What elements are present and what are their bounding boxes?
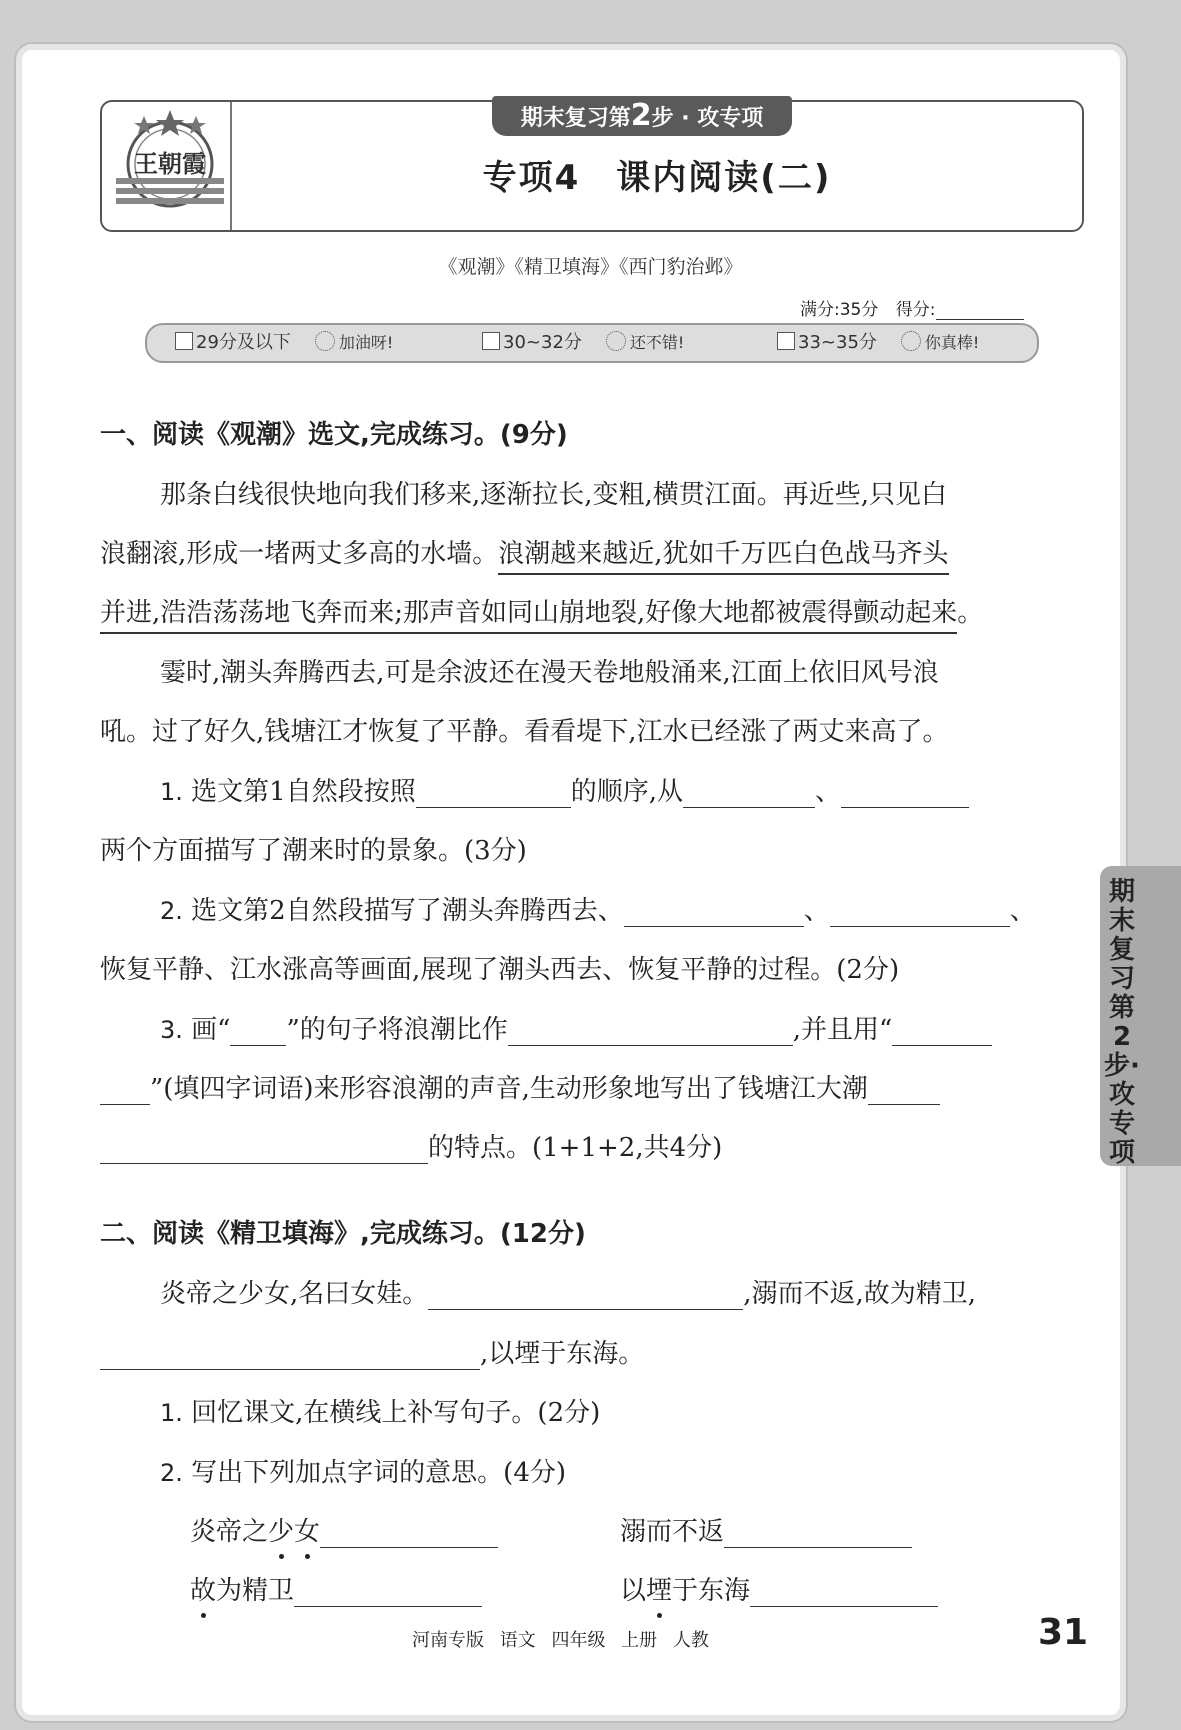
question-number: 1. [160,778,183,806]
rating-bar [145,323,1039,363]
question-number: 3. [160,1016,183,1044]
step-banner [492,96,792,136]
passage-line: 霎时,潮头奔腾西去,可是余波还在漫天卷地般涌来,江面上依旧风号浪 [160,658,939,688]
passage-line: 吼。过了好久,钱塘江才恢复了平静。看看堤下,江水已经涨了两丈来高了。 [100,717,949,747]
step-prefix: 期末复习第 [520,106,631,131]
question-text: ,并且用“ [792,1015,893,1045]
question-text: 的特点。(1+1+2,共4分) [428,1133,723,1163]
answer-blank[interactable] [750,1580,938,1607]
passage-line [100,592,1080,629]
question-number: 1. [160,1399,183,1427]
dotted-char: 堙 [646,1576,673,1606]
section1-title: 一、阅读《观潮》选文,完成练习。(9分) [100,420,568,450]
question-2 [160,1452,1080,1489]
question-text: 、 [814,777,841,807]
question-text: ”(填四字词语)来形容浪潮的声音,生动形象地写出了钱塘江大潮 [150,1074,868,1104]
word-text: 于东海 [672,1576,751,1606]
answer-blank[interactable] [724,1521,912,1548]
logo-text: 王朝霞 [134,149,206,178]
step-number: 2 [630,98,652,133]
question-1-cont: 两个方面描写了潮来时的景象。(3分) [100,836,527,866]
rating-range: 33~35分 [798,332,877,353]
rating-message: 你真棒! [924,333,980,352]
page-number: 31 [1038,1612,1089,1653]
rating-option-high [777,328,979,358]
smiley-icon [901,331,921,351]
answer-blank[interactable] [830,900,1010,927]
question-number: 2. [160,1459,183,1487]
section2-title: 二、阅读《精卫填海》,完成练习。(12分) [100,1219,586,1249]
rating-checkbox[interactable] [175,332,193,350]
dotted-char: 少 [268,1517,295,1547]
word-text: 返 [698,1517,725,1547]
word-item [190,1570,550,1607]
rating-message: 还不错! [629,333,685,352]
word-text: 炎帝之 [190,1517,269,1547]
question-text: 选文第1自然段按照 [191,777,416,807]
rating-option-low [175,328,393,358]
answer-blank[interactable] [841,781,969,808]
answer-blank[interactable] [100,1078,150,1105]
rating-message: 加油呀! [338,333,394,352]
question-2-cont: 恢复平静、江水涨高等画面,展现了潮头西去、恢复平静的过程。(2分) [100,955,900,985]
question-text: ”的句子将浪潮比作 [286,1015,508,1045]
word-item [620,1570,980,1607]
brand-logo-seal-icon [114,108,226,220]
passage-line [100,533,1080,570]
footer-info: 河南专版 语文 四年级 上册 人教 [412,1630,709,1651]
dotted-char: 故 [190,1576,217,1606]
underlined-sentence: 并进,浩浩荡荡地飞奔而来;那声音如同山崩地裂,好像大地都被震得颤动起来 [100,598,957,634]
page-header [100,100,1084,232]
question-3 [160,1009,1080,1046]
answer-blank[interactable] [868,1078,940,1105]
full-score-label: 满分:35分 [800,300,879,320]
question-text: 的顺序,从 [570,777,683,807]
dotted-char: 女 [294,1517,321,1547]
answer-blank[interactable] [294,1580,482,1607]
rating-option-mid [482,328,684,358]
got-score-label: 得分: [895,300,936,320]
passage-line [100,1333,1080,1370]
answer-blank[interactable] [892,1019,992,1046]
underlined-sentence: 浪潮越来越近,犹如千万匹白色战马齐头 [498,539,948,575]
rating-checkbox[interactable] [482,332,500,350]
word-text: 溺而不 [620,1517,699,1547]
question-3-cont [100,1068,1080,1105]
question-text: 、 [803,896,830,926]
question-text: 画“ [191,1015,231,1045]
passage-text: 炎帝之少女,名曰女娃。 [160,1279,429,1309]
question-1 [160,771,1080,808]
question-text: 写出下列加点字词的意思。(4分) [191,1458,567,1488]
question-1 [160,1392,1080,1429]
question-text: 选文第2自然段描写了潮头奔腾西去、 [191,896,624,926]
smiley-icon [315,331,335,351]
page-title: 专项4 课内阅读(二) [482,158,832,198]
passage-text: ,以堙于东海。 [480,1339,645,1369]
answer-blank[interactable] [416,781,571,808]
smiley-icon [606,331,626,351]
rating-checkbox[interactable] [777,332,795,350]
question-number: 2. [160,897,183,925]
lesson-list: 《观潮》《精卫填海》《西门豹治邺》 [438,256,743,278]
word-item [620,1511,980,1548]
underline-sample [230,1019,286,1046]
question-3-cont [100,1127,1080,1164]
score-line [800,293,1024,320]
score-blank[interactable] [936,293,1024,320]
answer-blank[interactable] [508,1019,793,1046]
rating-range: 29分及以下 [196,332,291,353]
passage-text: 浪翻滚,形成一堵两丈多高的水墙。 [100,539,499,569]
passage-text: ,溺而不返,故为精卫, [743,1279,977,1309]
answer-blank[interactable] [100,1343,480,1370]
passage-line [160,1273,1080,1310]
question-2 [160,890,1080,927]
side-tab-label: 期末复习第2步·攻专项 [1104,877,1140,1168]
word-item [190,1511,550,1548]
word-text: 以 [620,1576,647,1606]
answer-blank[interactable] [320,1521,498,1548]
rating-range: 30~32分 [503,332,582,353]
word-text: 为精卫 [216,1576,295,1606]
answer-blank[interactable] [683,781,815,808]
question-text: 、 [1009,896,1036,926]
step-suffix: 步 · 攻专项 [651,106,764,131]
passage-line: 那条白线很快地向我们移来,逐渐拉长,变粗,横贯江面。再近些,只见白 [160,480,948,510]
answer-blank[interactable] [100,1137,428,1164]
question-text: 回忆课文,在横线上补写句子。(2分) [191,1398,601,1428]
answer-blank[interactable] [428,1283,743,1310]
answer-blank[interactable] [624,900,804,927]
passage-text: 。 [957,598,984,628]
